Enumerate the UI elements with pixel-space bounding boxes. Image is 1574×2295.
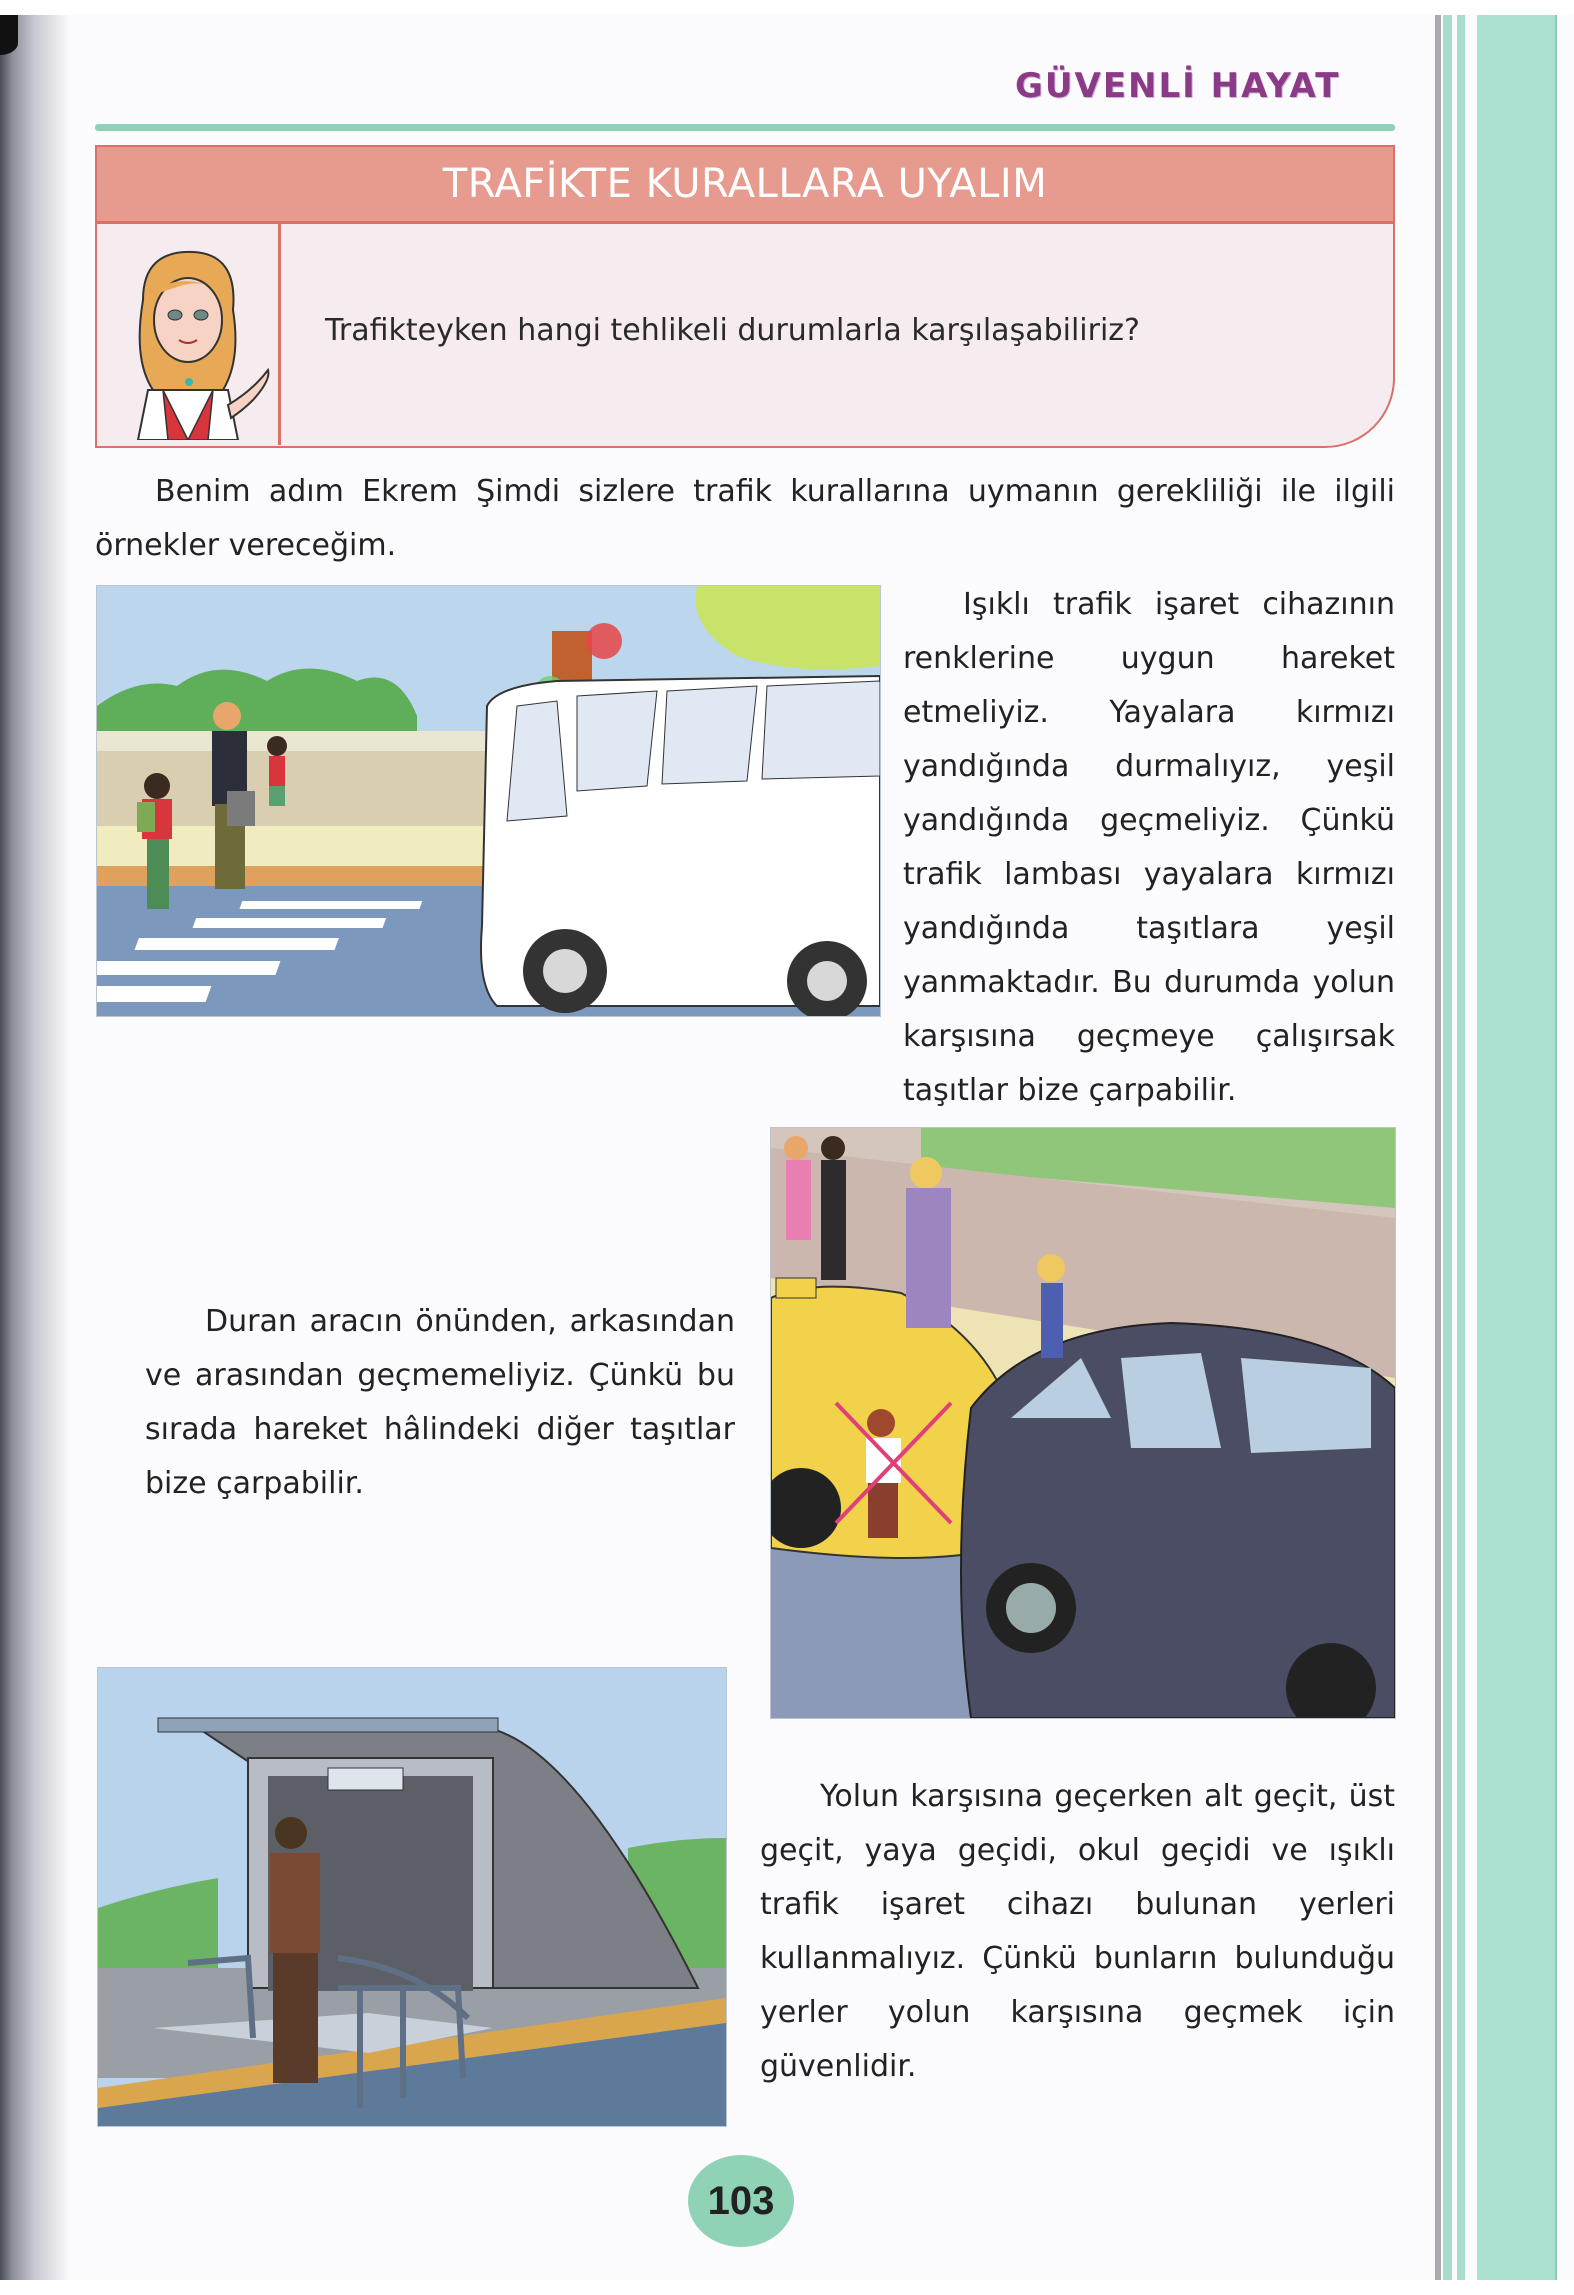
lesson-question: Trafikteyken hangi tehlikeli durumlarla karşılaşabiliriz? (325, 313, 1140, 348)
illustration-crosswalk (96, 585, 881, 1017)
section-label: GÜVENLİ HAYAT (1015, 66, 1341, 106)
illustration-parked-cars (770, 1127, 1396, 1719)
panel-divider (278, 223, 281, 445)
lesson-title-box (95, 145, 1395, 445)
lesson-title: TRAFİKTE KURALLARA UYALIM (442, 161, 1048, 207)
illustration-underpass (97, 1667, 727, 2127)
crosswalk-scene (97, 586, 880, 1016)
underpass-text: Yolun karşısına geçerken alt geçit, üst geçit, yaya geçidi, okul geçidi ve ışıklı trafik işaret cihazı bulunan yerleri kullanmalıyız. Çünkü bunların bulunduğu yerler yolun karşısına geçmek için güvenlidir. (760, 1779, 1395, 2084)
margin-line (1435, 15, 1441, 2280)
intro-paragraph (95, 465, 1395, 573)
traffic-light-text: Işıklı trafik işaret cihazının renklerine uygun hareket etmeliyiz. Yayalara kırmızı yandığında durmalıyız, yeşil yandığında geçmeliyiz. Çünkü trafik lambası yayalara kırmızı yandığında taşıtlara yeşil yanmaktadır. Bu durumda yolun karşısına geçmeye çalışırsak taşıtlar bize çarpabilir. (903, 587, 1395, 1108)
margin-band (1477, 15, 1557, 2280)
page-number: 103 (688, 2155, 794, 2247)
underpass-scene (98, 1668, 726, 2126)
binding-shadow (0, 15, 70, 2280)
margin-stripe (1443, 15, 1452, 2280)
intro-text: Benim adım Ekrem Şimdi sizlere trafik kurallarına uymanın gerekliliği ile ilgili örnekler vereceğim. (95, 474, 1395, 563)
binding-edge (0, 15, 18, 55)
margin-stripe (1457, 15, 1465, 2280)
underpass-paragraph (760, 1770, 1395, 2094)
girl-presenter-icon (103, 240, 273, 440)
traffic-light-paragraph (903, 578, 1395, 1118)
parked-cars-text: Duran aracın önünden, arkasından ve arasından geçmemeliyiz. Çünkü bu sırada hareket hâlindeki diğer taşıtlar bize çarpabilir. (145, 1304, 735, 1501)
parked-cars-paragraph (145, 1295, 735, 1511)
parked-cars-scene (771, 1128, 1395, 1718)
header-rule (95, 124, 1395, 131)
